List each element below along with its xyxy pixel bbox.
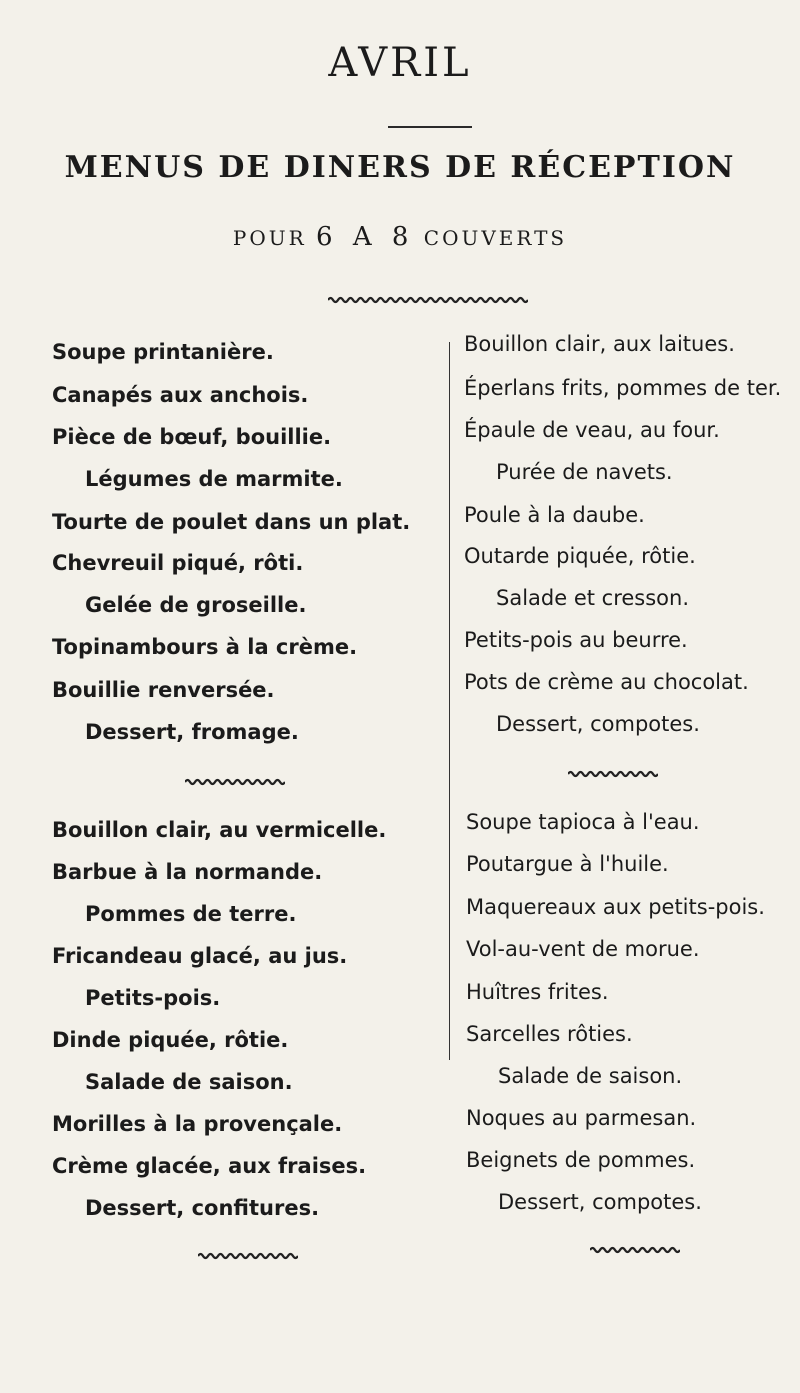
menu-2-item: Outarde piquée, rôtie.: [464, 544, 696, 568]
menu-4-item: Vol-au-vent de morue.: [466, 937, 700, 961]
ornament-menu-4: [590, 1246, 680, 1254]
menu-1-item: Pièce de bœuf, bouillie.: [52, 425, 332, 449]
menu-1-item: Canapés aux anchois.: [52, 383, 309, 407]
menu-1-item: Légumes de marmite.: [85, 467, 343, 491]
menu-2-item: Petits-pois au beurre.: [464, 628, 688, 652]
ornament-top: [328, 296, 528, 304]
menu-2-item: Purée de navets.: [496, 460, 673, 484]
ornament-menu-2: [568, 770, 658, 778]
menu-1-item: Topinambours à la crème.: [52, 635, 358, 659]
covers-line: [0, 222, 800, 252]
menu-1-item: Bouillie renversée.: [52, 678, 275, 702]
menu-2-item: Poule à la daube.: [464, 503, 645, 527]
menu-4-item: Beignets de pommes.: [466, 1148, 696, 1172]
menu-3-item: Pommes de terre.: [85, 902, 297, 926]
menu-3-item: Morilles à la provençale.: [52, 1112, 343, 1136]
menu-4-item: Dessert, compotes.: [498, 1190, 702, 1214]
menu-1-item: Chevreuil piqué, rôti.: [52, 551, 304, 575]
menu-4-item: Soupe tapioca à l'eau.: [466, 810, 700, 834]
menu-4-item: Poutargue à l'huile.: [466, 852, 669, 876]
menu-2-item: Éperlans frits, pommes de ter.: [464, 376, 782, 400]
menu-3-item: Dessert, confitures.: [85, 1196, 320, 1220]
covers-suffix: COUVERTS: [423, 226, 568, 250]
ornament-menu-1: [185, 778, 285, 786]
menu-4-item: Salade de saison.: [498, 1064, 683, 1088]
ornament-menu-3: [198, 1252, 298, 1260]
column-divider: [449, 342, 450, 1060]
menu-1-item: Dessert, fromage.: [85, 720, 299, 744]
menu-3-item: Fricandeau glacé, au jus.: [52, 944, 348, 968]
covers-numbers: 6 A 8: [316, 222, 415, 252]
menu-4-item: Sarcelles rôties.: [466, 1022, 633, 1046]
menu-3-item: Bouillon clair, au vermicelle.: [52, 818, 387, 842]
menu-3-item: Salade de saison.: [85, 1070, 293, 1094]
menu-1-item: Tourte de poulet dans un plat.: [52, 510, 411, 534]
title-rule: [388, 126, 472, 128]
menu-4-item: Noques au parmesan.: [466, 1106, 697, 1130]
menu-3-item: Dinde piquée, rôtie.: [52, 1028, 289, 1052]
menu-2-item: Bouillon clair, aux laitues.: [464, 332, 735, 356]
menu-3-item: Barbue à la normande.: [52, 860, 323, 884]
menu-2-item: Dessert, compotes.: [496, 712, 700, 736]
menu-3-item: Petits-pois.: [85, 986, 221, 1010]
page-title: AVRIL: [328, 40, 472, 86]
menu-4-item: Maquereaux aux petits-pois.: [466, 895, 765, 919]
menu-1-item: Soupe printanière.: [52, 340, 274, 364]
menu-1-item: Gelée de groseille.: [85, 593, 307, 617]
menu-2-item: Pots de crème au chocolat.: [464, 670, 749, 694]
covers-prefix: POUR: [232, 226, 307, 250]
menu-3-item: Crème glacée, aux fraises.: [52, 1154, 367, 1178]
page-subtitle: MENUS DE DINERS DE RÉCEPTION: [64, 150, 736, 185]
menu-2-item: Salade et cresson.: [496, 586, 690, 610]
menu-4-item: Huîtres frites.: [466, 980, 609, 1004]
menu-2-item: Épaule de veau, au four.: [464, 418, 720, 442]
